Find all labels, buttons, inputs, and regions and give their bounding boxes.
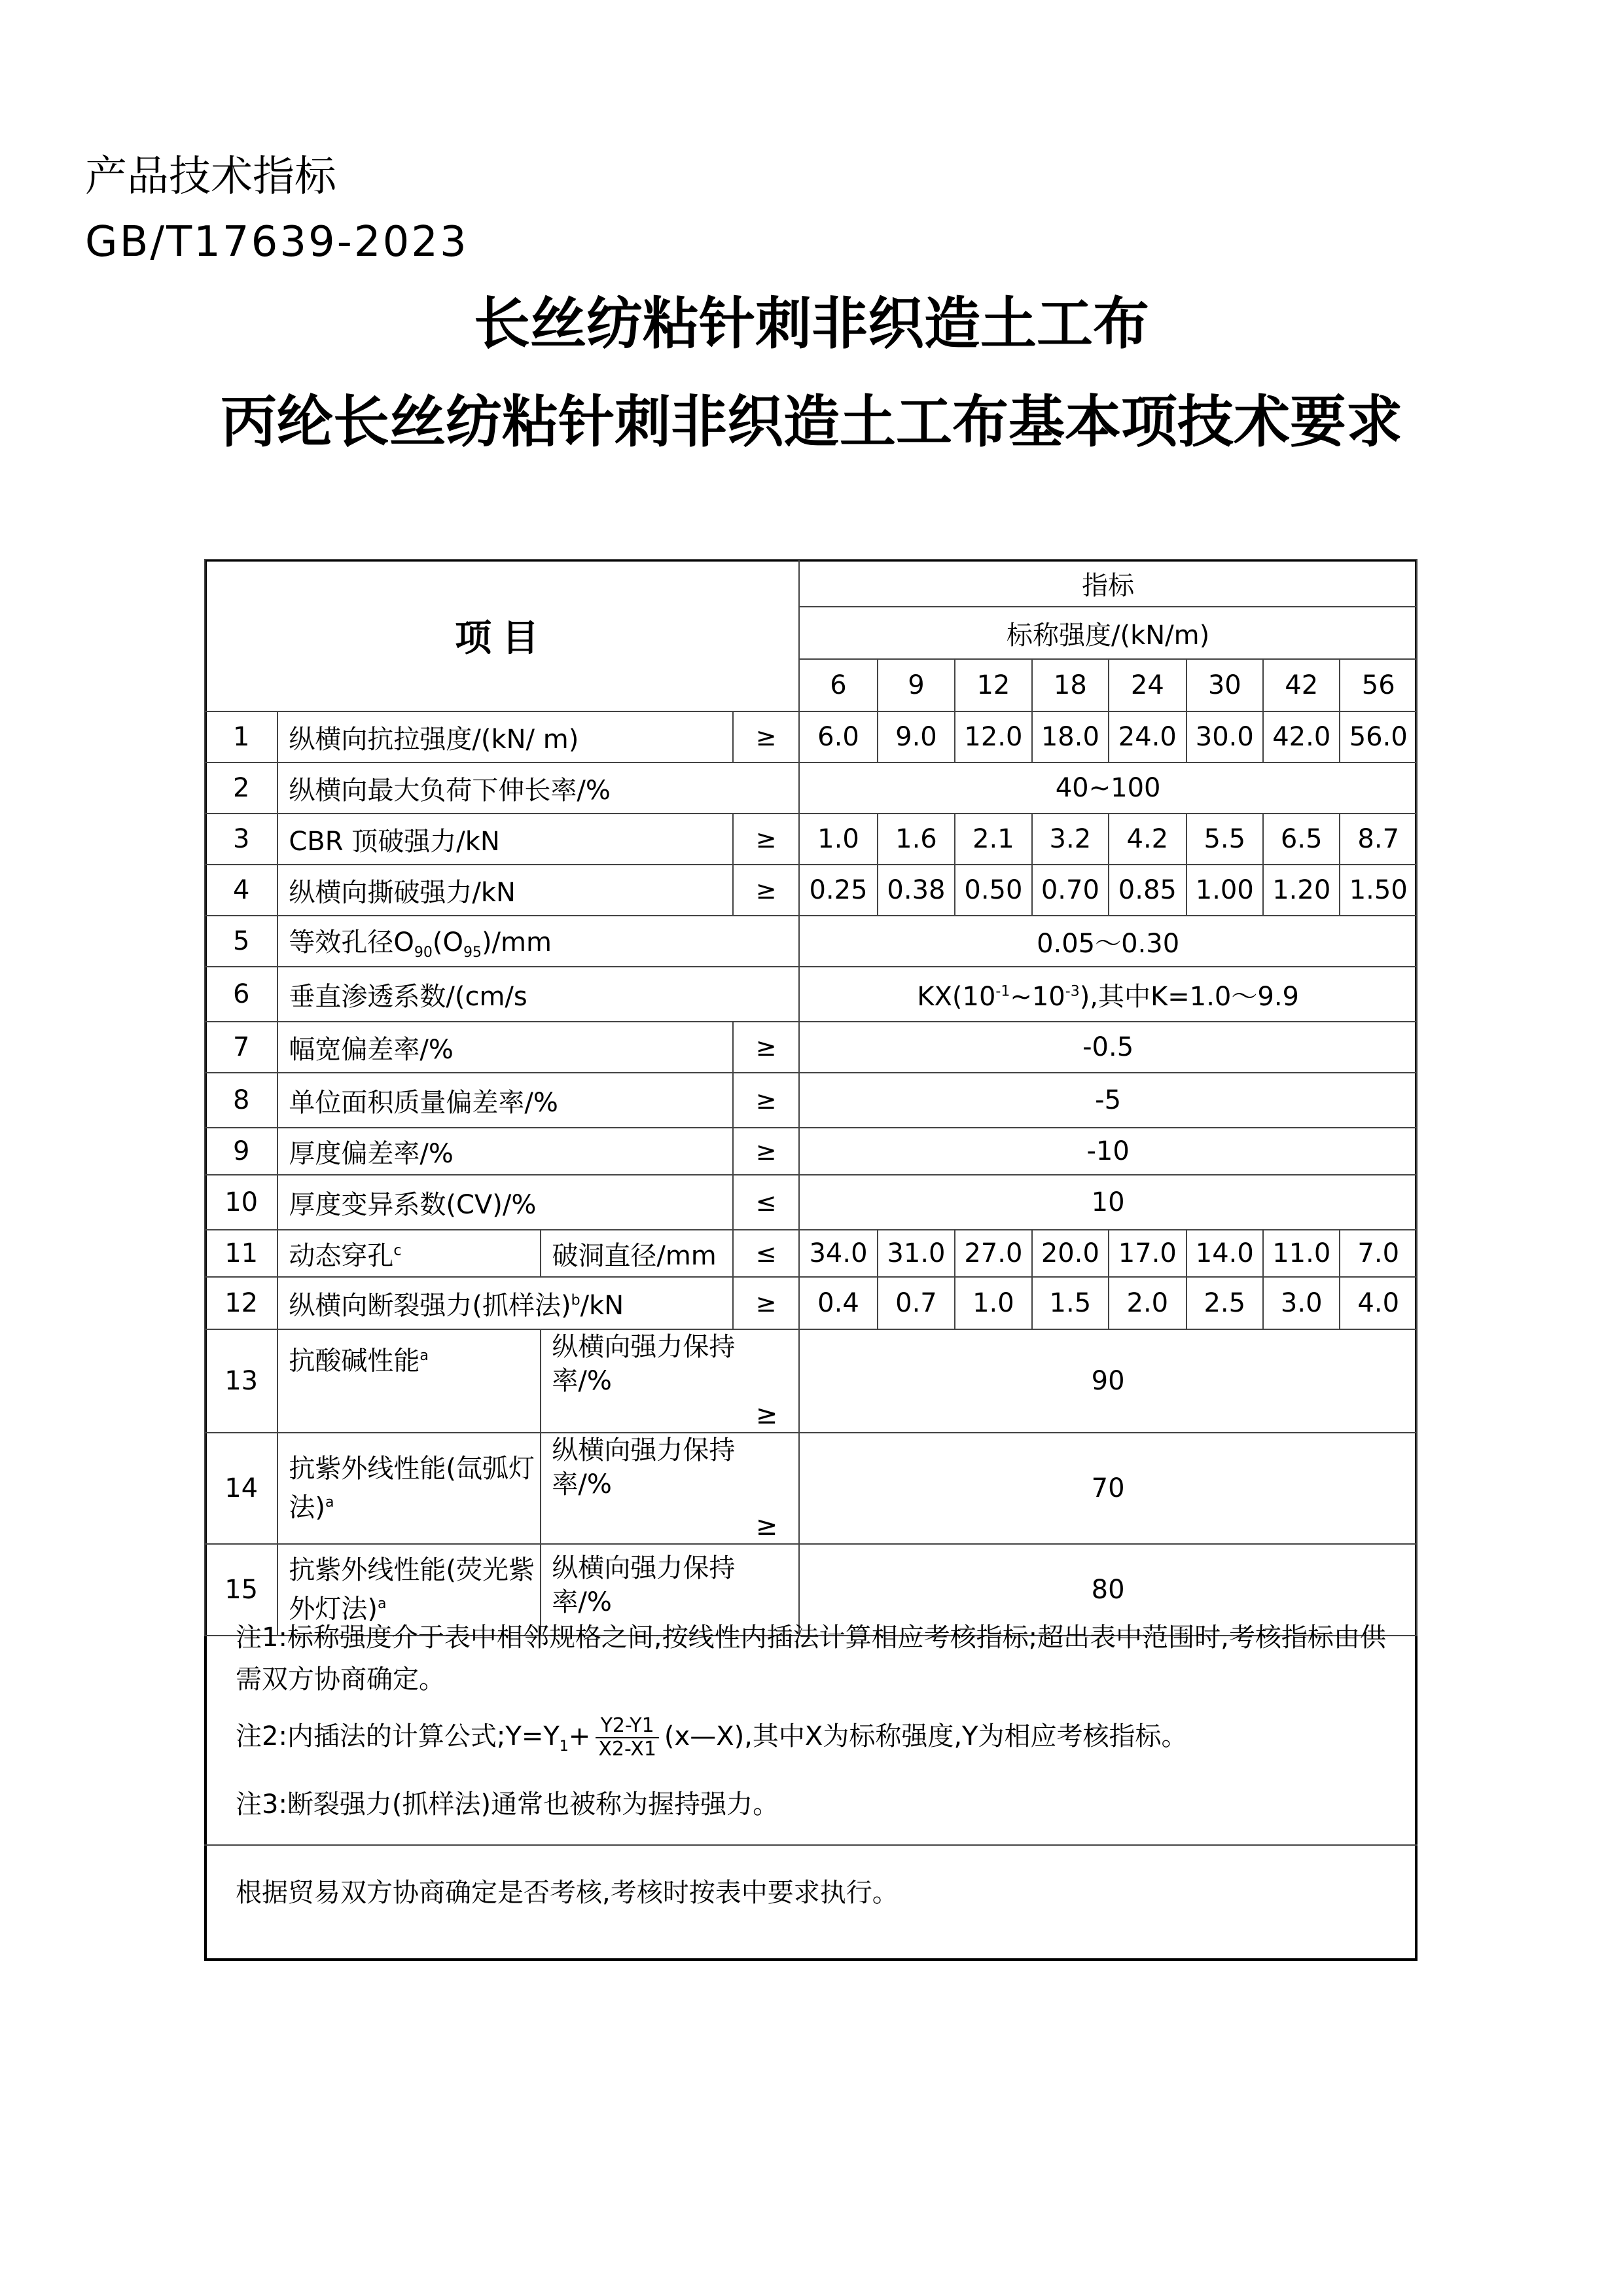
row-value — [799, 967, 1417, 1022]
item-superscript: a — [325, 1494, 334, 1511]
note-3: 注3:断裂强力(抓样法)通常也被称为握持强力。 — [236, 1789, 779, 1820]
row-number: 15 — [205, 1544, 277, 1636]
note-2-text: 注2:内插法的计算公式;Y=Y — [236, 1721, 560, 1751]
table-row — [205, 1128, 1417, 1175]
cell-value: 2.1 — [955, 814, 1031, 865]
table-row — [205, 1433, 1417, 1544]
column-header: 12 — [955, 659, 1031, 711]
head-unit: 标称强度/(kN/m) — [799, 607, 1417, 659]
cell-value: 0.25 — [799, 865, 877, 916]
cell-value: 30.0 — [1186, 711, 1263, 762]
fraction-numerator: Y2-Y1 — [596, 1715, 659, 1738]
row-item — [277, 1230, 541, 1277]
cell-value: 1.20 — [1263, 865, 1340, 916]
row-number: 14 — [205, 1433, 277, 1544]
value-superscript: -3 — [1065, 983, 1080, 1000]
head-index: 指标 — [799, 560, 1417, 607]
cell-value: 0.50 — [955, 865, 1031, 916]
item-text: )/mm — [481, 927, 552, 958]
row-item: 纵横向抗拉强度/(kN/ m) — [277, 711, 733, 762]
cell-value: 31.0 — [878, 1230, 955, 1277]
item-text: 动态穿孔 — [289, 1240, 394, 1271]
row-number: 4 — [205, 865, 277, 916]
row-number: 10 — [205, 1175, 277, 1230]
row-value: 40~100 — [799, 762, 1417, 814]
row-symbol: ≤ — [733, 1230, 799, 1277]
document-title: 长丝纺粘针刺非织造土工布 — [474, 291, 1149, 357]
table-row — [205, 1329, 1417, 1433]
column-header: 6 — [799, 659, 877, 711]
table-notes — [204, 1600, 1418, 1825]
value-text: KX(10 — [917, 981, 996, 1012]
cell-value: 4.0 — [1340, 1277, 1417, 1329]
row-number: 6 — [205, 967, 277, 1022]
item-text: 抗酸碱性能 — [289, 1346, 420, 1376]
cell-value: 11.0 — [1263, 1230, 1340, 1277]
item-text: (O — [432, 927, 463, 958]
table-row — [205, 967, 1417, 1022]
fraction-denominator: X2-X1 — [598, 1738, 656, 1761]
row-item: 垂直渗透系数/(cm/s — [277, 967, 799, 1022]
cell-value: 1.00 — [1186, 865, 1263, 916]
header-row — [205, 560, 1417, 607]
document-subtitle: 丙纶长丝纺粘针刺非织造土工布基本项技术要求 — [221, 389, 1402, 455]
row-symbol: ≥ — [733, 814, 799, 865]
row-value: 70 — [799, 1433, 1417, 1544]
cell-value: 56.0 — [1340, 711, 1417, 762]
column-header: 9 — [878, 659, 955, 711]
row-symbol: ≥ — [755, 1400, 778, 1430]
item-superscript: c — [393, 1242, 402, 1259]
column-header: 18 — [1032, 659, 1109, 711]
note-2 — [236, 1715, 1386, 1767]
cell-value: 24.0 — [1109, 711, 1186, 762]
cell-value: 12.0 — [955, 711, 1031, 762]
row-item: 纵横向撕破强力/kN — [277, 865, 733, 916]
cell-value: 18.0 — [1032, 711, 1109, 762]
item-superscript: a — [377, 1596, 387, 1613]
cell-value: 0.7 — [878, 1277, 955, 1329]
row-item: 单位面积质量偏差率/% — [277, 1073, 733, 1128]
interpolation-fraction — [596, 1715, 659, 1761]
row-number: 13 — [205, 1329, 277, 1433]
row-number: 8 — [205, 1073, 277, 1128]
cell-value: 4.2 — [1109, 814, 1186, 865]
product-spec-label: 产品技术指标 — [85, 152, 336, 201]
cell-value: 1.0 — [955, 1277, 1031, 1329]
cell-value: 8.7 — [1340, 814, 1417, 865]
column-header: 24 — [1109, 659, 1186, 711]
row-symbol: ≤ — [733, 1175, 799, 1230]
row-number: 9 — [205, 1128, 277, 1175]
cell-value: 0.4 — [799, 1277, 877, 1329]
cell-value: 2.0 — [1109, 1277, 1186, 1329]
table-row — [205, 1277, 1417, 1329]
row-item — [277, 1329, 541, 1433]
column-header: 42 — [1263, 659, 1340, 711]
column-header: 56 — [1340, 659, 1417, 711]
spec-table — [204, 559, 1418, 1636]
note-2-text: (x—X),其中X为标称强度,Y为相应考核指标。 — [664, 1721, 1188, 1751]
table-row — [205, 916, 1417, 967]
row-subitem — [541, 1329, 799, 1433]
item-subscript: 90 — [414, 944, 433, 961]
row-item — [277, 1277, 733, 1329]
cell-value: 9.0 — [878, 711, 955, 762]
subitem-text: 纵横向强力保持率/% — [552, 1435, 736, 1499]
note-2-subscript: 1 — [559, 1738, 569, 1755]
row-item: 厚度变异系数(CV)/% — [277, 1175, 733, 1230]
row-subitem: 破洞直径/mm — [541, 1230, 733, 1277]
row-item: 幅宽偏差率/% — [277, 1022, 733, 1073]
cell-value: 5.5 — [1186, 814, 1263, 865]
table-row — [205, 711, 1417, 762]
row-number: 3 — [205, 814, 277, 865]
footer-note: 根据贸易双方协商确定是否考核,考核时按表中要求执行。 — [236, 1878, 899, 1908]
table-row — [205, 814, 1417, 865]
item-text: 等效孔径O — [289, 927, 414, 958]
table-row — [205, 1175, 1417, 1230]
cell-value: 27.0 — [955, 1230, 1031, 1277]
cell-value: 20.0 — [1032, 1230, 1109, 1277]
table-row — [205, 1022, 1417, 1073]
cell-value: 2.5 — [1186, 1277, 1263, 1329]
table-row — [205, 1073, 1417, 1128]
head-item: 项目 — [205, 560, 799, 711]
row-subitem: 纵横向强力保持率/% — [541, 1544, 799, 1636]
row-symbol: ≥ — [733, 1022, 799, 1073]
row-value: -10 — [799, 1128, 1417, 1175]
row-symbol: ≥ — [755, 1511, 778, 1541]
item-text: 抗紫外线性能(氙弧灯法) — [289, 1454, 535, 1523]
cell-value: 3.2 — [1032, 814, 1109, 865]
item-text: 纵横向断裂强力(抓样法) — [289, 1290, 571, 1321]
table-row — [205, 865, 1417, 916]
item-superscript: b — [571, 1292, 580, 1309]
value-superscript: -1 — [995, 983, 1010, 1000]
row-value: -5 — [799, 1073, 1417, 1128]
note-2-plus: + — [568, 1721, 591, 1751]
value-text: ~10 — [1010, 981, 1065, 1012]
cell-value: 0.70 — [1032, 865, 1109, 916]
row-number: 12 — [205, 1277, 277, 1329]
row-symbol: ≥ — [733, 711, 799, 762]
row-value: 90 — [799, 1329, 1417, 1433]
cell-value: 34.0 — [799, 1230, 877, 1277]
notes-divider — [204, 1844, 1418, 1846]
row-item — [277, 1433, 541, 1544]
row-value: 0.05～0.30 — [799, 916, 1417, 967]
table-row — [205, 762, 1417, 814]
cell-value: 42.0 — [1263, 711, 1340, 762]
column-header: 30 — [1186, 659, 1263, 711]
row-symbol: ≥ — [733, 1277, 799, 1329]
row-item — [277, 916, 799, 967]
table-row — [205, 1230, 1417, 1277]
row-subitem — [541, 1433, 799, 1544]
note-1: 注1:标称强度介于表中相邻规格之间,按线性内插法计算相应考核指标;超出表中范围时,考核指标由供需双方协商确定。 — [236, 1623, 1386, 1695]
row-number: 5 — [205, 916, 277, 967]
cell-value: 0.85 — [1109, 865, 1186, 916]
row-number: 11 — [205, 1230, 277, 1277]
row-item: 纵横向最大负荷下伸长率/% — [277, 762, 799, 814]
row-symbol: ≥ — [733, 865, 799, 916]
standard-number: GB/T17639-2023 — [85, 218, 469, 266]
row-number: 1 — [205, 711, 277, 762]
cell-value: 17.0 — [1109, 1230, 1186, 1277]
row-item: 厚度偏差率/% — [277, 1128, 733, 1175]
row-item: CBR 顶破强力/kN — [277, 814, 733, 865]
cell-value: 1.0 — [799, 814, 877, 865]
row-number: 7 — [205, 1022, 277, 1073]
cell-value: 7.0 — [1340, 1230, 1417, 1277]
row-value: 10 — [799, 1175, 1417, 1230]
cell-value: 14.0 — [1186, 1230, 1263, 1277]
cell-value: 1.6 — [878, 814, 955, 865]
cell-value: 6.5 — [1263, 814, 1340, 865]
item-superscript: a — [419, 1348, 429, 1364]
row-number: 2 — [205, 762, 277, 814]
row-value: -0.5 — [799, 1022, 1417, 1073]
row-value: 80 — [799, 1544, 1417, 1636]
item-subscript: 95 — [463, 944, 482, 961]
value-text: ),其中K=1.0～9.9 — [1079, 981, 1299, 1012]
cell-value: 0.38 — [878, 865, 955, 916]
item-text: /kN — [580, 1290, 624, 1321]
cell-value: 6.0 — [799, 711, 877, 762]
row-symbol: ≥ — [733, 1128, 799, 1175]
cell-value: 3.0 — [1263, 1277, 1340, 1329]
subitem-text: 纵横向强力保持率/% — [552, 1332, 736, 1396]
cell-value: 1.5 — [1032, 1277, 1109, 1329]
cell-value: 1.50 — [1340, 865, 1417, 916]
item-text: 抗紫外线性能(荧光紫外灯法) — [289, 1555, 535, 1624]
row-symbol: ≥ — [733, 1073, 799, 1128]
